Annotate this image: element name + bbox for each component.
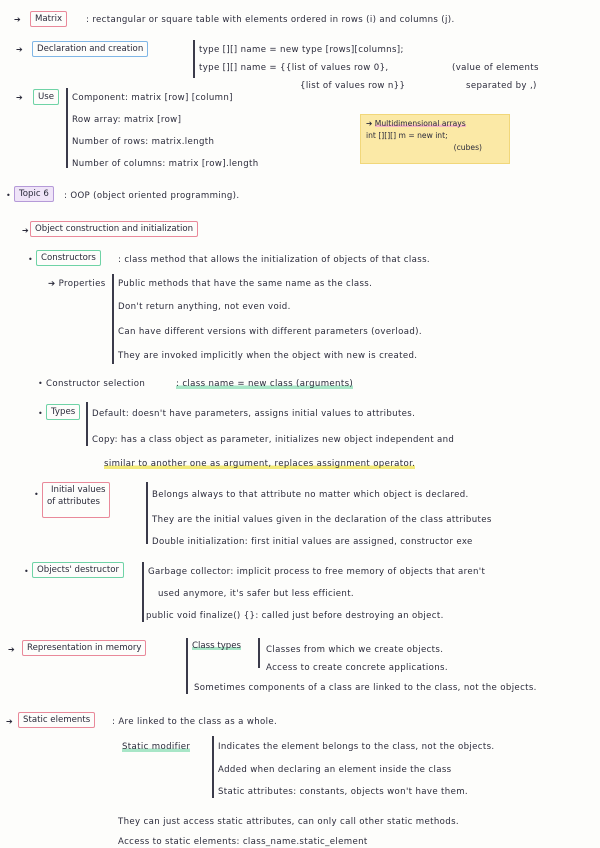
properties-title: ➔ Properties bbox=[48, 279, 106, 289]
static-line-a: They can just access static attributes, can only call other static methods. bbox=[118, 817, 459, 827]
constructors-definition: : class method that allows the initialization of objects of that class. bbox=[118, 255, 430, 265]
constructor-selection-title: Constructor selection bbox=[46, 379, 146, 389]
declaration-note: (value of elements bbox=[452, 63, 539, 73]
bullet-dot-icon: • bbox=[6, 191, 12, 200]
class-types-line: Access to create concrete applications. bbox=[266, 663, 448, 673]
static-modifier-line: Indicates the element belongs to the class, not the objects. bbox=[218, 742, 495, 752]
static-text: : Are linked to the class as a whole. bbox=[112, 717, 278, 727]
sticky-line2: int [][][] m = new int; bbox=[366, 131, 448, 140]
initial-values-title2: of attributes bbox=[47, 497, 100, 507]
brace-divider bbox=[186, 638, 188, 694]
topic-label: Topic 6 bbox=[14, 186, 54, 202]
matrix-definition: : rectangular or square table with elements ordered in rows (i) and columns (j). bbox=[86, 15, 455, 25]
initial-values-line: Double initialization: first initial values are assigned, constructor exe bbox=[152, 537, 473, 547]
destructor-line: Garbage collector: implicit process to free memory of objects that aren't bbox=[148, 567, 486, 577]
sticky-line3: (cubes) bbox=[453, 143, 482, 152]
class-types-label: Class types bbox=[192, 641, 242, 651]
properties-line: Public methods that have the same name as the class. bbox=[118, 279, 373, 289]
static-title: Static elements bbox=[18, 712, 95, 728]
brace-divider bbox=[86, 402, 88, 446]
static-modifier-line: Added when declaring an element inside the class bbox=[218, 765, 452, 775]
sticky-line1: ➔ Multidimensional arrays bbox=[366, 119, 466, 128]
bullet-dot-icon: • bbox=[38, 409, 44, 418]
properties-line: Can have different versions with different parameters (overload). bbox=[118, 327, 422, 337]
static-modifier-label: Static modifier bbox=[122, 742, 191, 752]
types-line: Default: doesn't have parameters, assigns initial values to attributes. bbox=[92, 409, 416, 419]
class-types-line: Classes from which we create objects. bbox=[266, 645, 444, 655]
destructor-title: Objects' destructor bbox=[32, 562, 124, 578]
initial-values-box bbox=[42, 482, 110, 518]
brace-divider bbox=[212, 736, 214, 798]
static-modifier-line: Static attributes: constants, objects won't have them. bbox=[218, 787, 469, 797]
properties-line: Don't return anything, not even void. bbox=[118, 302, 291, 312]
use-line: Number of rows: matrix.length bbox=[72, 137, 215, 147]
initial-values-title1: Initial values bbox=[51, 485, 106, 495]
types-line: similar to another one as argument, replaces assignment operator. bbox=[104, 459, 416, 469]
initial-values-line: Belongs always to that attribute no matter which object is declared. bbox=[152, 490, 469, 500]
types-line: Copy: has a class object as parameter, initializes new object independent and bbox=[92, 435, 455, 445]
types-title: Types bbox=[46, 404, 80, 420]
bullet-dot-icon: • bbox=[34, 490, 40, 499]
constructor-selection-text: : class name = new class (arguments) bbox=[176, 379, 354, 389]
use-line: Component: matrix [row] [column] bbox=[72, 93, 233, 103]
use-line: Row array: matrix [row] bbox=[72, 115, 182, 125]
object-construction-title: Object construction and initialization bbox=[30, 221, 198, 237]
representation-note: Sometimes components of a class are linked to the class, not the objects. bbox=[194, 683, 537, 693]
declaration-line3: {list of values row n}} bbox=[300, 81, 406, 91]
declaration-title: Declaration and creation bbox=[32, 41, 148, 57]
bullet-dot-icon: • bbox=[38, 379, 44, 388]
constructors-title: Constructors bbox=[36, 250, 101, 266]
declaration-line1: type [][] name = new type [rows][columns]; bbox=[199, 45, 404, 55]
declaration-note2: separated by ,) bbox=[466, 81, 537, 91]
matrix-title: Matrix bbox=[30, 11, 67, 27]
sticky-note bbox=[360, 114, 510, 164]
declaration-line2: type [][] name = {{list of values row 0}, bbox=[199, 63, 389, 73]
destructor-line: public void finalize() {}: called just before destroying an object. bbox=[146, 611, 444, 621]
use-line: Number of columns: matrix [row].length bbox=[72, 159, 259, 169]
destructor-line: used anymore, it's safer but less efficient. bbox=[158, 589, 355, 599]
use-title: Use bbox=[33, 89, 59, 105]
representation-title: Representation in memory bbox=[22, 640, 146, 656]
arrow-icon: ➔ bbox=[14, 15, 22, 24]
bullet-arrow-icon: ➔ bbox=[6, 717, 14, 726]
brace-divider bbox=[142, 562, 144, 622]
topic-title: : OOP (object oriented programming). bbox=[64, 191, 240, 201]
bullet-arrow-icon: ➔ bbox=[8, 645, 16, 654]
brace-divider bbox=[146, 482, 148, 544]
static-line-b: Access to static elements: class_name.static_element bbox=[118, 837, 368, 847]
bullet-arrow-icon: ➔ bbox=[16, 45, 24, 54]
initial-values-line: They are the initial values given in the declaration of the class attributes bbox=[152, 515, 492, 525]
bullet-dot-icon: • bbox=[28, 255, 34, 264]
bullet-arrow-icon: ➔ bbox=[22, 226, 30, 235]
brace-divider bbox=[112, 274, 114, 364]
properties-line: They are invoked implicitly when the object with new is created. bbox=[118, 351, 418, 361]
bullet-arrow-icon: ➔ bbox=[16, 93, 24, 102]
brace-divider bbox=[258, 638, 260, 668]
brace-divider bbox=[193, 40, 195, 78]
bullet-dot-icon: • bbox=[24, 567, 30, 576]
brace-divider bbox=[66, 88, 68, 168]
